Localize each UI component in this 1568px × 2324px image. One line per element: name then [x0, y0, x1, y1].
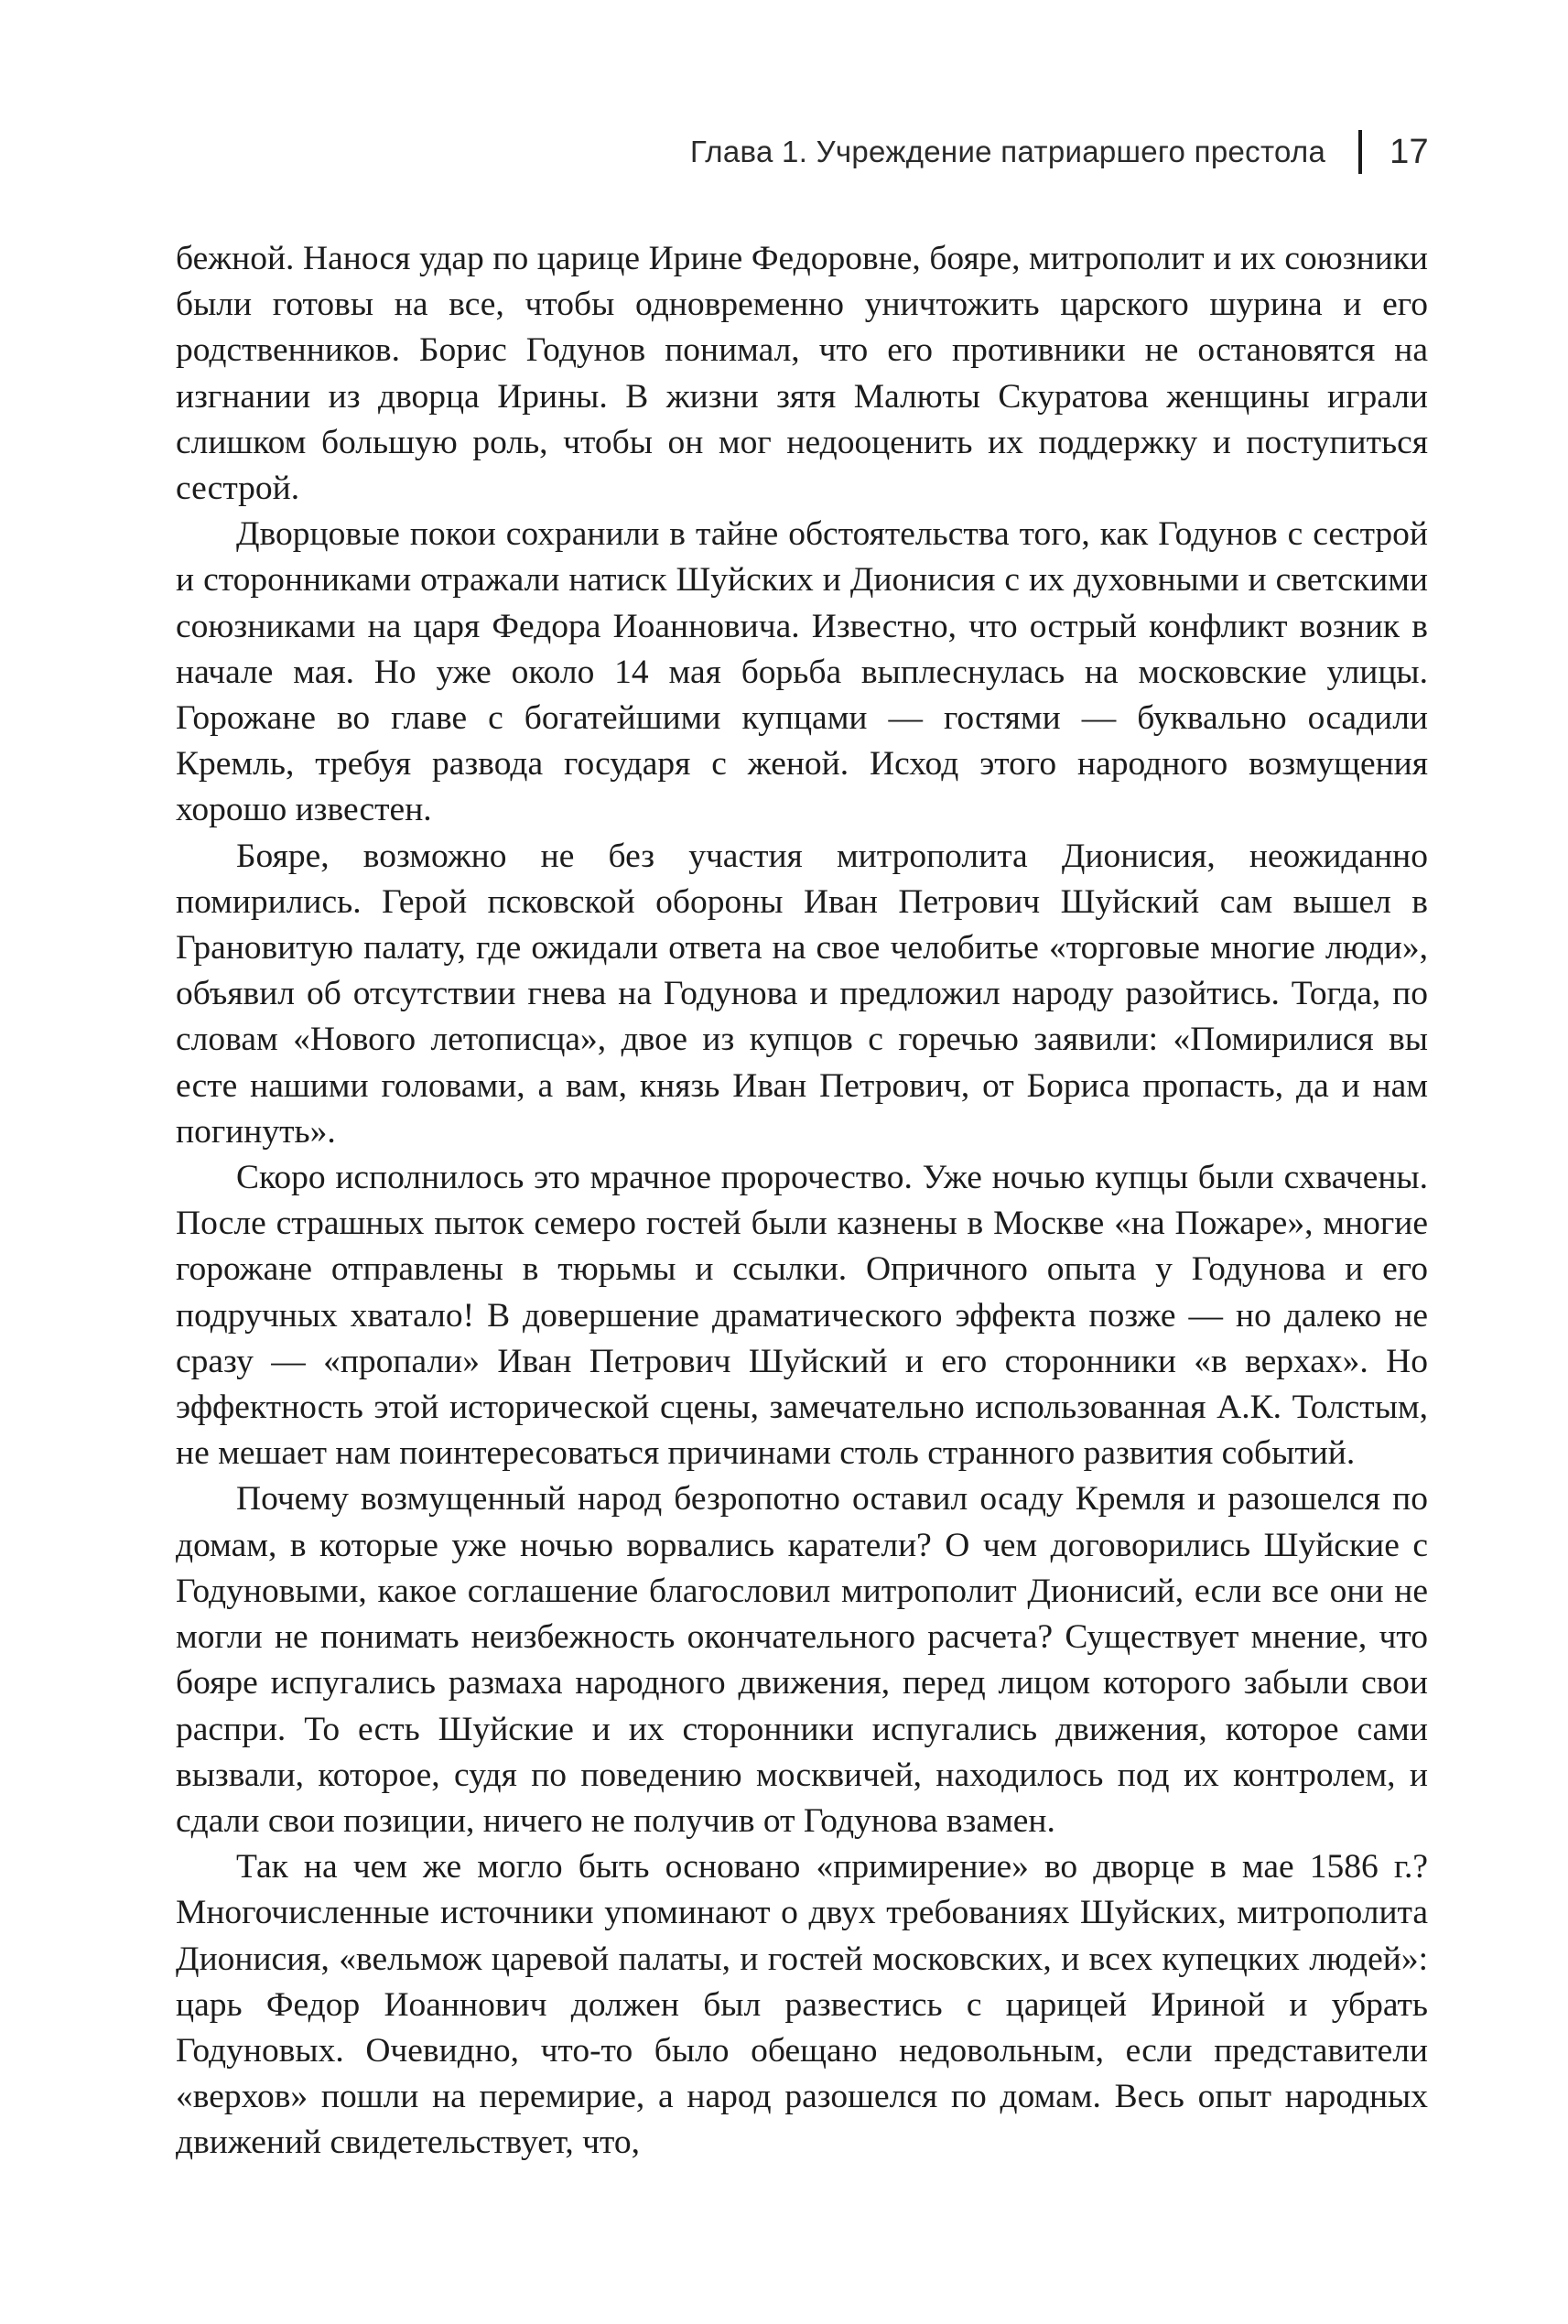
- body-text: [176, 236, 1428, 2167]
- paragraph: Бояре, возможно не без участия митрополита Дионисия, неожиданно помирились. Герой псковской обороны Иван Петрович Шуйский сам вышел в Грановитую палату, где ожидали ответа на свое челобитье «торговые многие люди», объявил об отсутствии гнева на Годунова и предложил народу разойтись. Тогда, по словам «Нового летописца», двое из купцов с горечью заявили: «Помирилися вы есте нашими головами, а вам, князь Иван Петрович, от Бориса пропасть, да и нам погинуть».: [176, 837, 1428, 1151]
- chapter-title: Глава 1. Учреждение патриаршего престола: [689, 135, 1326, 168]
- paragraph: Так на чем же могло быть основано «примирение» во дворце в мае 1586 г.? Многочисленные источники упоминают о двух требованиях Шуйских, митрополита Дионисия, «вельмож царевой палаты, и гостей московских, и всех купецких людей»: царь Федор Иоаннович должен был развестись с царицей Ириной и убрать Годуновых. Очевидно, что-то было обещано недовольным, если представители «верхов» пошли на перемирие, а народ разошелся по домам. Весь опыт народных движений свидетельствует, что,: [176, 1848, 1428, 2162]
- header-divider: [1358, 130, 1362, 174]
- paragraph: бежной. Нанося удар по царице Ирине Федоровне, бояре, митрополит и их союзники были готовы на все, чтобы одновременно уничтожить царского шурина и его родственников. Борис Годунов понимал, что его противники не остановятся на изгнании из дворца Ирины. В жизни зятя Малюты Скуратова женщины играли слишком большую роль, чтобы он мог недооценить их поддержку и поступиться сестрой.: [176, 240, 1428, 508]
- paragraph: Почему возмущенный народ безропотно оставил осаду Кремля и разошелся по домам, в которые уже ночью ворвались каратели? О чем договорились Шуйские с Годуновыми, какое соглашение благословил митрополит Дионисий, если все они не могли не понимать неизбежность окончательного расчета? Существует мнение, что бояре испугались размаха народного движения, перед лицом которого забыли свои распри. То есть Шуйские и их сторонники испугались движения, которое сами вызвали, которое, судя по поведению москвичей, находилось под их контролем, и сдали свои позиции, ничего не получив от Годунова взамен.: [176, 1480, 1428, 1840]
- running-header: [690, 130, 1429, 174]
- paragraph: Скоро исполнилось это мрачное пророчество. Уже ночью купцы были схвачены. После страшных пыток семеро гостей были казнены в Москве «на Пожаре», многие горожане отправлены в тюрьмы и ссылки. Опричного опыта у Годунова и его подручных хватало! В довершение драматического эффекта позже — но далеко не сразу — «пропали» Иван Петрович Шуйский и его сторонники «в верхах». Но эффектность этой исторической сцены, замечательно использованная А.К. Толстым, не мешает нам поинтересоваться причинами столь странного развития событий.: [176, 1159, 1428, 1473]
- paragraph: Дворцовые покои сохранили в тайне обстоятельства того, как Годунов с сестрой и сторонниками отражали натиск Шуйских и Дионисия с их духовными и светскими союзниками на царя Федора Иоанновича. Известно, что острый конфликт возник в начале мая. Но уже около 14 мая борьба выплеснулась на московские улицы. Горожане во главе с богатейшими купцами — гостями — буквально осадили Кремль, требуя развода государя с женой. Исход этого народного возмущения хорошо известен.: [176, 515, 1428, 829]
- page-number: 17: [1390, 132, 1429, 171]
